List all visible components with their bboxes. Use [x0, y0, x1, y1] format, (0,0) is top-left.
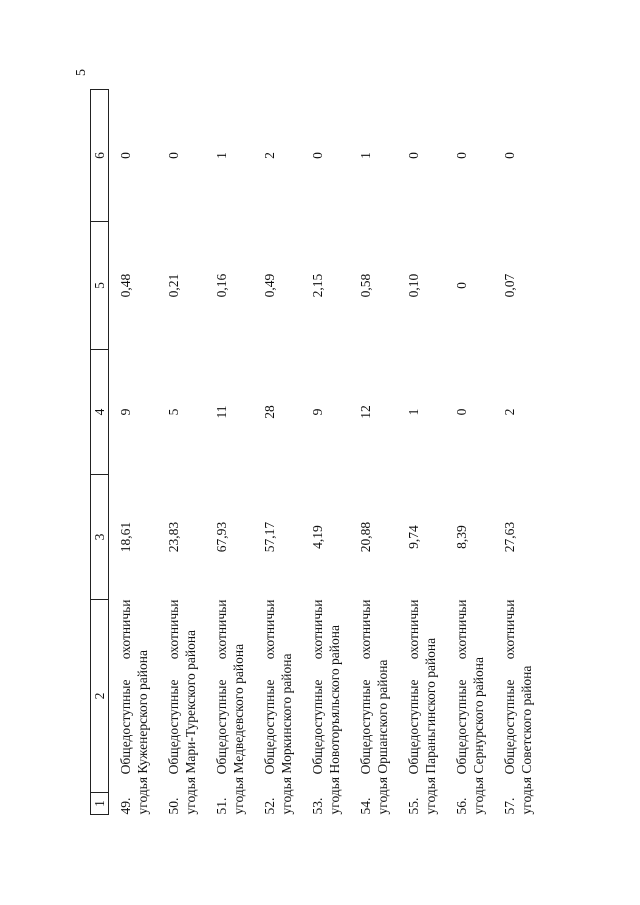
row-number: 51. [214, 797, 229, 815]
row-name-cell [109, 600, 158, 815]
row-value-col-4: 28 [262, 405, 277, 419]
row-value-col-5: 0,58 [358, 273, 373, 298]
row-value-col-4: 5 [166, 408, 181, 416]
table-row [493, 90, 541, 815]
row-name-text [261, 600, 295, 815]
page-number: 5 [74, 69, 89, 76]
table-row [349, 90, 397, 815]
hunting-grounds-table-rotated [90, 90, 590, 815]
hunting-grounds-table [90, 89, 541, 815]
row-number: 57. [502, 797, 517, 815]
row-hunting-ground-name: Общедоступные охотничьи угодья Параньгинского района [406, 599, 438, 815]
row-value-col-5: 0,49 [262, 273, 277, 298]
row-value-col-4: 9 [118, 408, 133, 416]
row-value-col-5: 2,15 [310, 273, 325, 298]
row-value-col-4: 12 [358, 405, 373, 419]
row-hunting-ground-name: Общедоступные охотничьи угодья Сернурского района [454, 599, 486, 815]
row-name-text [309, 600, 343, 815]
row-value-col-4: 0 [454, 408, 469, 416]
row-value-col-4: 2 [502, 408, 517, 416]
row-hunting-ground-name: Общедоступные охотничьи угодья Моркинского района [262, 599, 294, 815]
table-row [109, 90, 158, 815]
row-name-text [357, 600, 391, 815]
row-value-col-5: 0,48 [118, 273, 133, 298]
row-name-cell [157, 600, 205, 815]
row-name-cell [205, 600, 253, 815]
table-row [205, 90, 253, 815]
row-number: 56. [454, 797, 469, 815]
row-value-col-6: 1 [358, 152, 373, 159]
header-col-6: 6 [91, 90, 109, 222]
row-name-text [213, 600, 247, 815]
row-value-col-6: 0 [166, 152, 181, 159]
row-value-col-3: 27,63 [502, 521, 517, 553]
row-value-col-3: 4,19 [310, 525, 325, 549]
row-name-text [453, 600, 487, 815]
row-name-cell [301, 600, 349, 815]
row-value-col-3: 20,88 [358, 521, 373, 553]
row-value-col-6: 0 [118, 152, 133, 159]
header-col-4: 4 [91, 350, 109, 475]
row-hunting-ground-name: Общедоступные охотничьи угодья Мари-Турекского района [166, 599, 198, 815]
row-number: 52. [262, 797, 277, 815]
row-name-cell [397, 600, 445, 815]
row-value-col-3: 8,39 [454, 525, 469, 549]
table-row [253, 90, 301, 815]
row-name-cell [349, 600, 397, 815]
table-body [109, 90, 542, 815]
row-value-col-5: 0,16 [214, 273, 229, 298]
row-hunting-ground-name: Общедоступные охотничьи угодья Куженерского района [118, 599, 150, 815]
row-hunting-ground-name: Общедоступные охотничьи угодья Медведевского района [214, 599, 246, 815]
row-value-col-5: 0,10 [406, 273, 421, 298]
header-row [91, 90, 109, 815]
row-number: 49. [118, 797, 133, 815]
header-col-2: 2 [91, 600, 109, 793]
row-name-cell [445, 600, 493, 815]
row-value-col-3: 67,93 [214, 521, 229, 553]
row-value-col-6: 2 [262, 152, 277, 159]
table-row [445, 90, 493, 815]
row-number: 55. [406, 797, 421, 815]
row-value-col-6: 0 [454, 152, 469, 159]
row-value-col-3: 18,61 [118, 521, 133, 553]
row-name-text [117, 600, 151, 815]
row-name-text [165, 600, 199, 815]
row-name-cell [253, 600, 301, 815]
row-name-text [405, 600, 439, 815]
row-hunting-ground-name: Общедоступные охотничьи угодья Советского района [502, 599, 534, 815]
row-value-col-6: 1 [214, 152, 229, 159]
table-row [301, 90, 349, 815]
row-number: 54. [358, 797, 373, 815]
row-value-col-5: 0 [454, 282, 469, 289]
row-value-col-6: 0 [406, 152, 421, 159]
row-value-col-6: 0 [502, 152, 517, 159]
header-col-1: 1 [91, 793, 109, 815]
header-col-3: 3 [91, 475, 109, 600]
row-value-col-4: 9 [310, 408, 325, 416]
row-hunting-ground-name: Общедоступные охотничьи угодья Оршанского района [358, 599, 390, 815]
header-col-5: 5 [91, 222, 109, 350]
table-row [397, 90, 445, 815]
row-hunting-ground-name: Общедоступные охотничьи угодья Новоторъяльского района [310, 599, 342, 815]
row-value-col-4: 1 [406, 408, 421, 416]
row-number: 53. [310, 797, 325, 815]
row-value-col-5: 0,07 [502, 273, 517, 298]
row-value-col-4: 11 [214, 405, 229, 419]
row-number: 50. [166, 797, 181, 815]
row-name-cell [493, 600, 541, 815]
row-value-col-5: 0,21 [166, 273, 181, 298]
table-row [157, 90, 205, 815]
row-value-col-3: 23,83 [166, 521, 181, 553]
row-value-col-3: 9,74 [406, 525, 421, 549]
row-name-text [501, 600, 535, 815]
row-value-col-3: 57,17 [262, 521, 277, 553]
row-value-col-6: 0 [310, 152, 325, 159]
